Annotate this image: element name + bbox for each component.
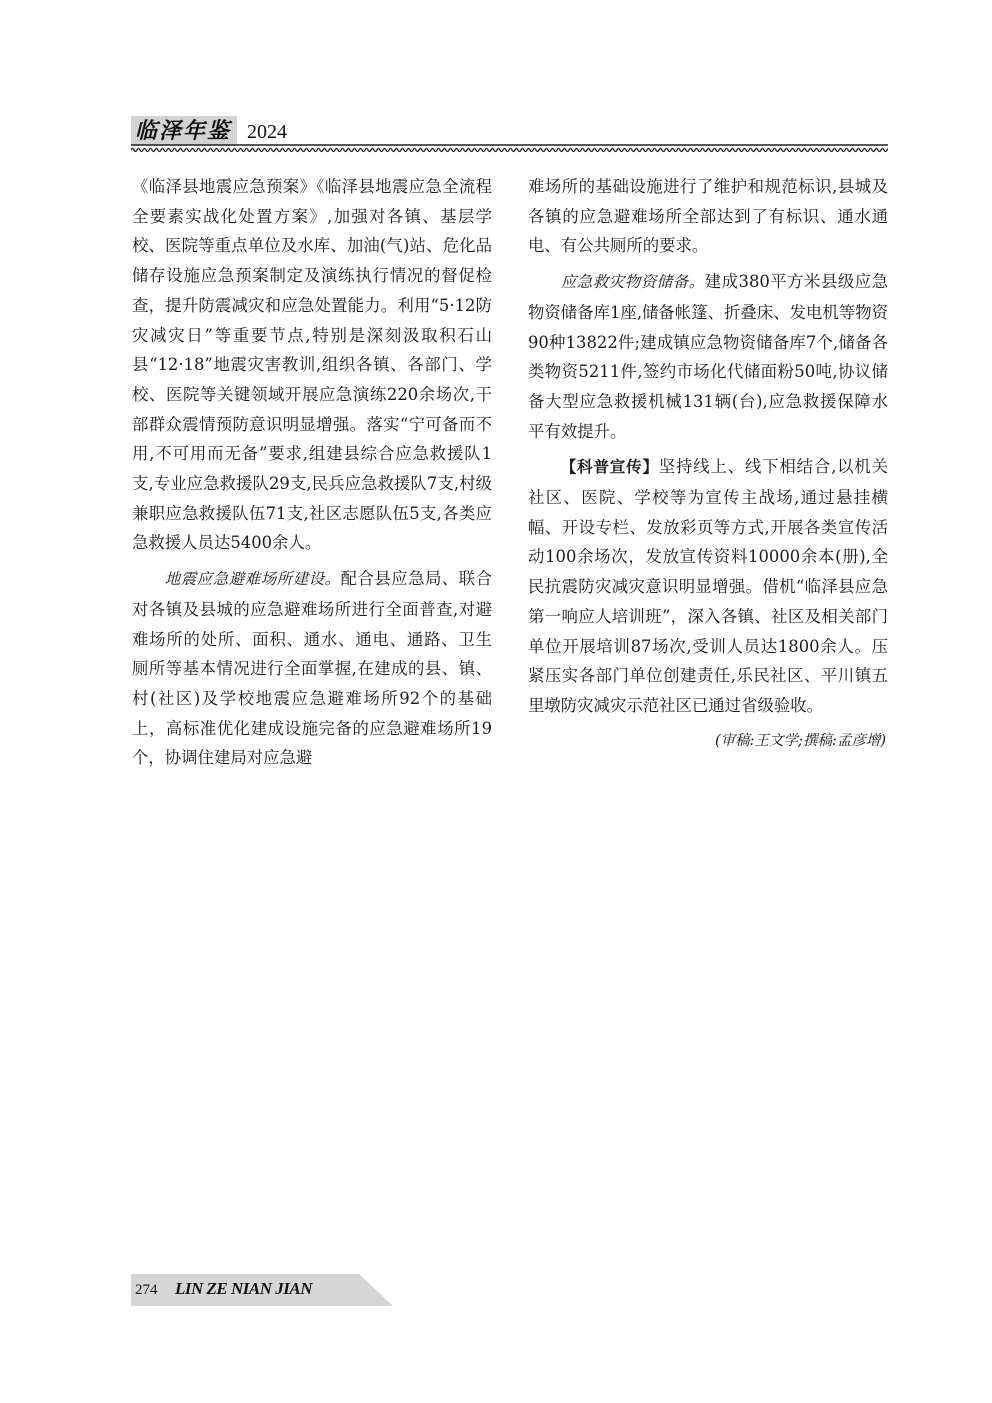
paragraph	[528, 452, 888, 720]
right-column	[528, 172, 888, 761]
section-subheading: 地震应急避难场所建设。	[164, 570, 341, 589]
footer-title: LIN ZE NIAN JIAN	[175, 1279, 312, 1298]
paragraph	[132, 564, 492, 773]
paragraph	[528, 267, 888, 446]
page-number: 274	[135, 1282, 158, 1298]
yearbook-title: 临泽年鉴	[131, 116, 237, 146]
paragraph-text: 建成380平方米县级应急物资储备库1座,储备帐篷、折叠床、发电机等物资90种13822件;建成镇应急物资储备库7个,储备各类物资5211件,签约市场化代储面粉50吨,协议储备大型应急救援机械131辆(台),应急救援保障水平有效提升。	[528, 272, 888, 441]
editor-credit: (审稿:王文学;撰稿:孟彦增)	[715, 732, 886, 749]
left-column	[132, 172, 492, 779]
paragraph-text: 配合县应急局、联合对各镇及县城的应急避难场所进行全面普查,对避难场所的处所、面积、通水、通电、通路、卫生厕所等基本情况进行全面掌握,在建成的县、镇、村(社区)及学校地震应急避难场所92个的基础上，高标准优化建成设施完备的应急避难场所19个，协调住建局对应急避	[132, 569, 492, 768]
page-header	[131, 112, 888, 156]
paragraph: 《临泽县地震应急预案》《临泽县地震应急全流程全要素实战化处置方案》,加强对各镇、基层学校、医院等重点单位及水库、加油(气)站、危化品储存设施应急预案制定及演练执行情况的督促检查，提升防震减灾和应急处置能力。利用“5·12防灾减灾日”等重要节点,特别是深刻汲取积石山县“12·18”地震灾害教训,组织各镇、各部门、学校、医院等关键领域开展应急演练220余场次,干部群众震情预防意识明显增强。落实“宁可备而不用,不可用而无备”要求,组建县综合应急救援队1支,专业应急救援队29支,民兵应急救援队7支,村级兼职应急救援队伍71支,社区志愿队伍5支,各类应急救援人员达5400余人。	[132, 177, 492, 553]
section-subheading: 应急救灾物资储备。	[560, 273, 705, 292]
paragraph: 难场所的基础设施进行了维护和规范标识,县城及各镇的应急避难场所全部达到了有标识、通水通电、有公共厕所的要求。	[528, 177, 888, 256]
yearbook-year: 2024	[247, 121, 287, 143]
paragraph-text: 坚持线上、线下相结合,以机关社区、医院、学校等为宣传主战场,通过悬挂横幅、开设专栏、发放彩页等方式,开展各类宣传活动100余场次，发放宣传资料10000余本(册),全民抗震防灾减灾意识明显增强。借机“临泽县应急第一响应人培训班”，深入各镇、社区及相关部门单位开展培训87场次,受训人员达1800余人。压紧压实各部门单位创建责任,乐民社区、平川镇五里墩防灾减灾示范社区已通过省级验收。	[528, 457, 888, 715]
header-wavy-rule	[131, 142, 888, 154]
section-tag: 【科普宣传】	[560, 458, 659, 477]
page-footer	[131, 1274, 393, 1306]
